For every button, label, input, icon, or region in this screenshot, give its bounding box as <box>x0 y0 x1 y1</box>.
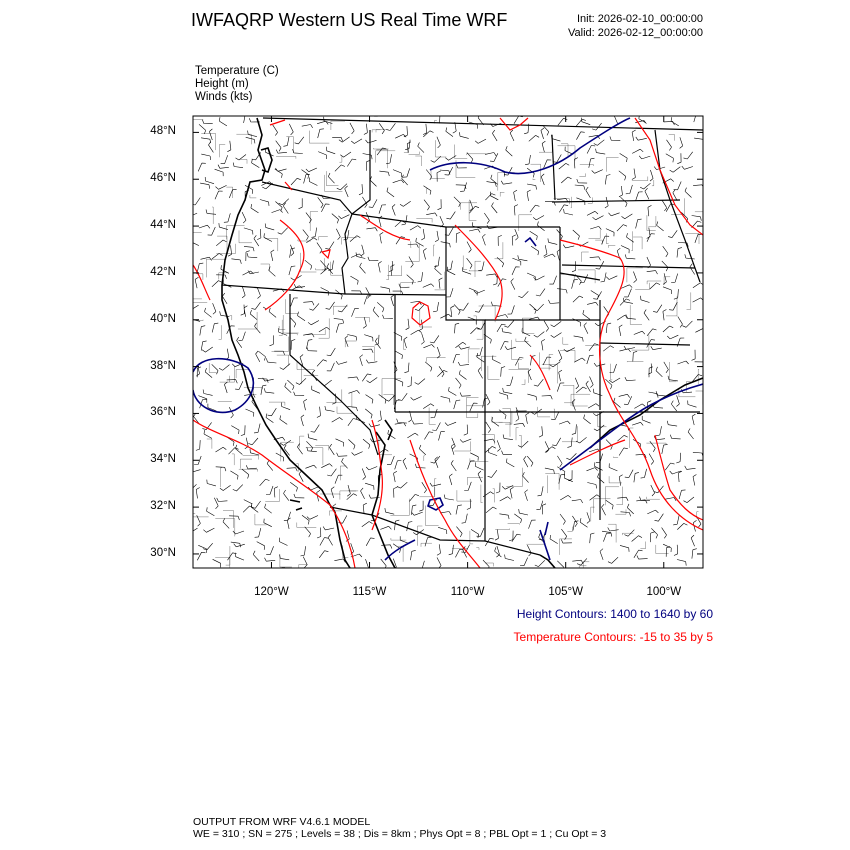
state-boundaries <box>222 118 703 555</box>
plot-title: IWFAQRP Western US Real Time WRF <box>191 10 508 30</box>
lon-label: 110°W <box>450 586 485 598</box>
model-info-line1: OUTPUT FROM WRF V4.6.1 MODEL <box>193 816 371 828</box>
wind-barbs <box>186 112 706 570</box>
init-value: 2026-02-10_00:00:00 <box>597 13 703 25</box>
temperature-contour-legend: Temperature Contours: -15 to 35 by 5 <box>513 630 713 644</box>
lat-label: 44°N <box>150 219 176 232</box>
variable-label-winds: Winds (kts) <box>195 91 253 103</box>
lon-label: 120°W <box>254 586 289 598</box>
valid-value: 2026-02-12_00:00:00 <box>597 27 703 39</box>
lat-label: 30°N <box>150 546 176 559</box>
map-content <box>185 111 707 585</box>
init-label: Init: <box>576 13 595 25</box>
wind-barb-field <box>186 112 706 570</box>
variable-label-temperature: Temperature (C) <box>195 65 279 77</box>
model-info-line2: WE = 310 ; SN = 275 ; Levels = 38 ; Dis = 8km ; Phys Opt = 8 ; PBL Opt = 1 ; Cu Opt = 3 <box>193 828 607 840</box>
lon-label: 100°W <box>646 586 682 598</box>
lat-label: 46°N <box>150 172 176 185</box>
lat-label: 32°N <box>150 500 176 513</box>
lat-label: 36°N <box>150 406 176 419</box>
lat-label: 48°N <box>150 125 176 138</box>
county-boundaries <box>185 111 707 585</box>
height-contour-legend: Height Contours: 1400 to 1640 by 60 <box>516 607 713 621</box>
lat-label: 34°N <box>150 453 176 466</box>
lat-label: 38°N <box>150 359 176 372</box>
county-line-texture <box>185 111 707 585</box>
variable-label-height: Height (m) <box>195 78 249 90</box>
coastline <box>222 118 703 568</box>
lon-label: 115°W <box>352 586 387 598</box>
lon-label: 105°W <box>548 586 583 598</box>
lat-label: 40°N <box>150 312 176 325</box>
lat-label: 42°N <box>150 265 176 278</box>
valid-label: Valid: <box>568 27 595 39</box>
